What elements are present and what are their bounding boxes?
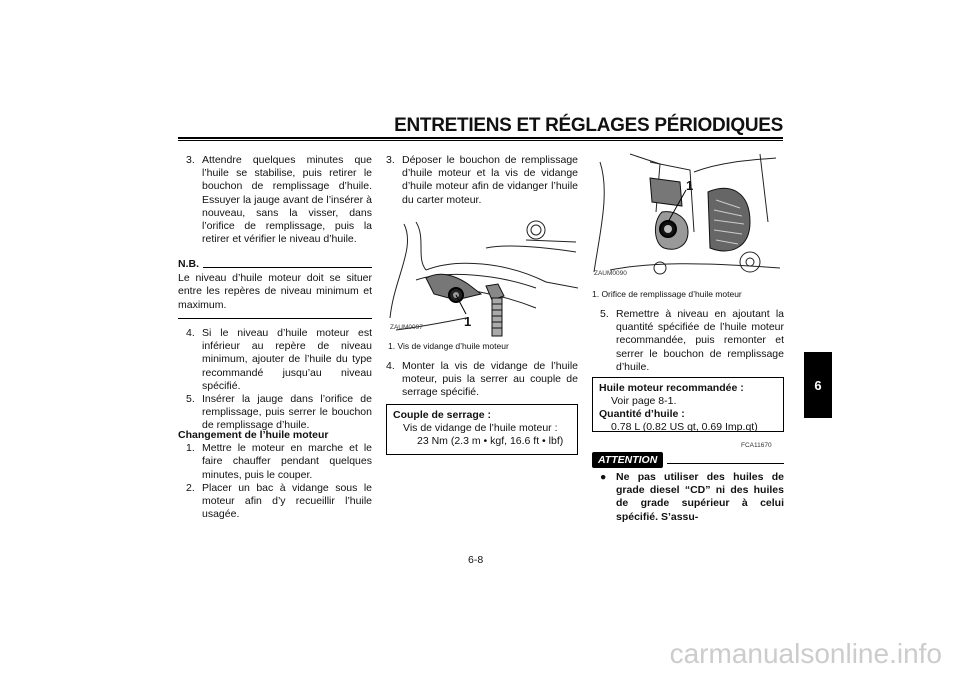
oil-box-title: Huile moteur recommandée : — [599, 382, 744, 394]
oil-change-section — [178, 429, 372, 521]
left-column — [186, 154, 372, 246]
attention-label: ATTENTION — [592, 452, 663, 468]
middle-column-step4 — [386, 360, 578, 400]
step-number: 2. — [186, 481, 195, 494]
attention-warning — [600, 471, 784, 524]
step-text: Monter la vis de vidange de l’huile moteur, puis la serrer au couple de serrage spécifié. — [402, 360, 578, 399]
sub-step-1-warm-engine — [186, 442, 372, 482]
figure-caption: 1. Vis de vidange d’huile moteur — [388, 341, 509, 351]
torque-box-line1: Vis de vidange de l’huile moteur : — [403, 422, 558, 434]
filler-cap-illustration — [590, 152, 784, 284]
nb-text: Le niveau d’huile moteur doit se situer entre les repères de niveau minimum et maximum. — [178, 272, 372, 311]
attention-header — [592, 452, 784, 468]
figure-callout-number: 1 — [464, 314, 472, 329]
header-rule-thin — [178, 140, 783, 141]
step-3-check-level — [186, 154, 372, 246]
step-3-remove-drain-bolt — [386, 154, 578, 207]
step-number: 3. — [186, 154, 195, 166]
oil-box-line2: 0.78 L (0.82 US qt, 0.69 Imp.qt) — [611, 421, 758, 433]
nb-bottom-rule — [178, 318, 372, 319]
figure-reference-code: ZAUM0097 — [390, 324, 423, 331]
watermark-logo: carmanualsonline.info — [669, 638, 942, 669]
torque-spec-box — [386, 404, 578, 455]
step-text: Attendre quelques minutes que l’huile se stabilise, puis retirer le bouchon de remplissage d’huile. Essuyer la jauge avant de l’insérer à nouveau, sans la visser, dans l’orifice de remplissage, puis la retirer et vérifier le niveau d’huile. — [202, 154, 372, 246]
step-4-install-drain-bolt — [386, 360, 578, 400]
figure-callout-number: 1 — [686, 178, 694, 193]
bullet-dot-icon: ● — [600, 471, 607, 483]
header-rule — [178, 137, 783, 139]
figure-caption: 1. Orifice de remplissage d’huile moteur — [592, 289, 742, 299]
drain-bolt-illustration — [386, 218, 578, 338]
nb-note — [178, 258, 372, 319]
recommended-oil-box — [592, 377, 784, 432]
oil-box-title2: Quantité d’huile : — [599, 408, 685, 420]
step-number: 5. — [186, 393, 195, 406]
step-5-insert-dipstick — [186, 393, 372, 433]
step-number: 4. — [186, 327, 195, 339]
step-number: 1. — [186, 442, 195, 455]
figure-reference-code: ZAUM0090 — [594, 270, 627, 277]
left-column-steps — [186, 327, 372, 433]
page-number: 6-8 — [468, 554, 484, 566]
step-text: Mettre le moteur en marche et le faire chauffer pendant quelques minutes, puis le couper. — [202, 442, 372, 481]
step-text: Déposer le bouchon de remplissage d’huile moteur et la vis de vidange d’huile moteur afin de vidanger l’huile du carter moteur. — [402, 154, 578, 206]
section-subheading: Changement de l’huile moteur — [178, 429, 329, 441]
warning-text: Ne pas utiliser des huiles de grade diesel “CD” ni des huiles de grade supérieur à celui spécifié. S’assu- — [616, 471, 784, 523]
torque-box-line2: 23 Nm (2.3 m • kgf, 16.6 ft • lbf) — [417, 435, 564, 447]
page-header-title: ENTRETIENS ET RÉGLAGES PÉRIODIQUES — [394, 115, 783, 136]
step-number: 5. — [600, 308, 609, 320]
step-text: Si le niveau d’huile moteur est inférieur au repère de niveau minimum, ajouter de l’huile du type recommandé jusqu’au niveau spécifié. — [202, 327, 372, 392]
nb-rule — [203, 267, 372, 268]
step-4-add-oil — [186, 327, 372, 393]
warning-bullet-item — [600, 471, 784, 524]
step-text: Remettre à niveau en ajoutant la quantité spécifiée de l’huile moteur recommandée, puis remonter et serrer le bouchon de remplissage d’huile. — [616, 308, 784, 373]
sub-step-2-drain-pan — [186, 482, 372, 522]
step-text: Insérer la jauge dans l’orifice de remplissage, puis serrer le bouchon de remplissage d’huile. — [202, 393, 372, 432]
step-5-refill-oil — [600, 308, 784, 374]
step-number: 4. — [386, 360, 395, 372]
oil-box-line1: Voir page 8-1. — [611, 395, 677, 407]
nb-title: N.B. — [178, 258, 199, 270]
torque-box-title: Couple de serrage : — [393, 409, 492, 421]
filler-cap-drawing — [590, 152, 784, 284]
attention-rule — [667, 463, 784, 464]
chapter-tab[interactable]: 6 — [804, 352, 832, 418]
step-text: Placer un bac à vidange sous le moteur afin d’y recueillir l’huile usagée. — [202, 481, 372, 521]
fca-reference-code: FCA11670 — [741, 442, 772, 449]
right-column-step5 — [600, 308, 784, 374]
drain-bolt-drawing — [386, 218, 578, 338]
step-number: 3. — [386, 154, 395, 166]
middle-column — [386, 154, 578, 207]
